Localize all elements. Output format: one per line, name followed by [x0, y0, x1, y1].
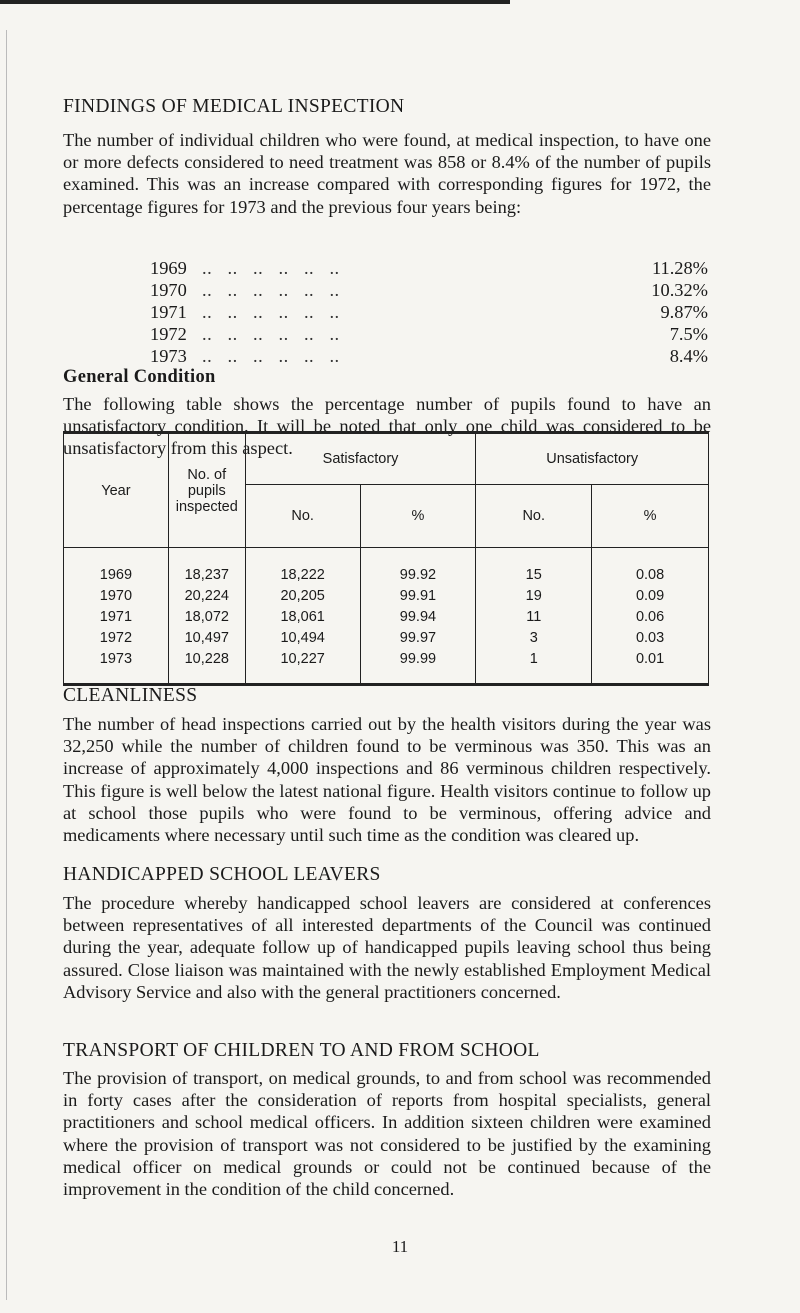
leader-dots: .. .. .. .. .. .. [202, 302, 340, 322]
rate-value: 9.87% [660, 302, 708, 322]
table-row [64, 606, 709, 627]
yearly-rates-list [150, 258, 710, 368]
cell-uns-no: 1 [476, 648, 592, 685]
leader-dots: .. .. .. .. .. .. [202, 346, 340, 366]
transport-paragraph: The provision of transport, on medical grounds, to and from school was recommended in forty cases after the consideration of reports from hospital specialists, general practitioners and school medical officers. In addition sixteen children were examined where the provision of transport was not considered to be justified by the examining medical officer on medical grounds or could not be continued because of the improvement in the condition of the child concerned. [63, 1068, 711, 1200]
satisfactory-no-header: No. [245, 485, 360, 548]
cell-pupils: 10,228 [168, 648, 245, 685]
cleanliness-heading: CLEANLINESS [63, 685, 198, 706]
condition-table [63, 431, 709, 686]
cell-sat-pct: 99.97 [360, 627, 476, 648]
cell-sat-no: 18,222 [245, 548, 360, 586]
cell-uns-no: 19 [476, 585, 592, 606]
pupils-inspected-header: No. of pupils inspected [168, 433, 245, 548]
leader-dots: .. .. .. .. .. .. [202, 324, 340, 344]
scan-edge-top [0, 0, 510, 4]
cell-sat-no: 20,205 [245, 585, 360, 606]
cell-uns-pct: 0.09 [592, 585, 709, 606]
cell-uns-no: 3 [476, 627, 592, 648]
cell-year: 1969 [64, 548, 169, 586]
rate-year: 1969 [150, 258, 187, 278]
cell-pupils: 18,072 [168, 606, 245, 627]
rate-value: 8.4% [669, 346, 708, 366]
cell-sat-no: 10,494 [245, 627, 360, 648]
cell-sat-pct: 99.92 [360, 548, 476, 586]
unsatisfactory-pct-header: % [592, 485, 709, 548]
transport-heading: TRANSPORT OF CHILDREN TO AND FROM SCHOOL [63, 1040, 540, 1061]
cell-uns-pct: 0.01 [592, 648, 709, 685]
cell-sat-pct: 99.94 [360, 606, 476, 627]
table-row [64, 648, 709, 685]
cell-pupils: 20,224 [168, 585, 245, 606]
leader-dots: .. .. .. .. .. .. [202, 258, 340, 278]
general-condition-paragraph: The following table shows the percentage number of pupils found to have an unsatisfactory condition. It will be noted that only one child was considered to be unsatisfactory from this aspect. [63, 394, 711, 459]
handicapped-heading: HANDICAPPED SCHOOL LEAVERS [63, 864, 381, 885]
unsatisfactory-no-header: No. [476, 485, 592, 548]
unsatisfactory-header: Unsatisfactory [476, 433, 709, 485]
cell-uns-no: 15 [476, 548, 592, 586]
rate-row [150, 280, 710, 302]
cell-uns-pct: 0.03 [592, 627, 709, 648]
cell-sat-pct: 99.91 [360, 585, 476, 606]
rate-row [150, 324, 710, 346]
rate-value: 7.5% [669, 324, 708, 344]
rate-row [150, 346, 710, 368]
condition-table-wrapper [63, 431, 709, 676]
rate-row [150, 258, 710, 280]
cell-uns-pct: 0.08 [592, 548, 709, 586]
handicapped-paragraph: The procedure whereby handicapped school leavers are considered at conferences between representatives of all interested departments of the Council was continued during the year, adequate follow up of handicapped pupils leaving school thus being assured. Close liaison was maintained with the newly established Employment Medical Advisory Service and also with the general practitioners concerned. [63, 893, 711, 1002]
rate-year: 1972 [150, 324, 187, 344]
page-number: 11 [391, 1237, 409, 1256]
cell-uns-pct: 0.06 [592, 606, 709, 627]
rate-value: 11.28% [651, 258, 708, 278]
rate-row [150, 302, 710, 324]
cell-sat-no: 18,061 [245, 606, 360, 627]
cell-uns-no: 11 [476, 606, 592, 627]
findings-paragraph: The number of individual children who were found, at medical inspection, to have one or more defects considered to need treatment was 858 or 8.4% of the number of pupils examined. This was an increase compared with corresponding figures for 1972, the percentage figures for 1973 and the previous four years being: [63, 130, 711, 217]
table-row [64, 627, 709, 648]
cell-sat-no: 10,227 [245, 648, 360, 685]
rate-year: 1970 [150, 280, 187, 300]
cell-pupils: 18,237 [168, 548, 245, 586]
table-row [64, 585, 709, 606]
cell-year: 1971 [64, 606, 169, 627]
table-row [64, 548, 709, 586]
satisfactory-pct-header: % [360, 485, 476, 548]
cell-pupils: 10,497 [168, 627, 245, 648]
leader-dots: .. .. .. .. .. .. [202, 280, 340, 300]
cleanliness-paragraph: The number of head inspections carried out by the health visitors during the year was 32,250 while the number of children found to be verminous was 350. This was an increase of approximately 4,000 inspections and 86 verminous children respectively. This figure is well below the latest national figure. Health visitors continue to follow up at school those pupils who were found to be verminous, offering advice and medicaments where necessary until such time as the condition was cleared up. [63, 714, 711, 846]
general-condition-heading: General Condition [63, 367, 216, 387]
year-header: Year [64, 433, 169, 548]
scan-edge-left [6, 30, 7, 1300]
cell-sat-pct: 99.99 [360, 648, 476, 685]
rate-value: 10.32% [651, 280, 708, 300]
cell-year: 1973 [64, 648, 169, 685]
rate-year: 1973 [150, 346, 187, 366]
cell-year: 1972 [64, 627, 169, 648]
rate-year: 1971 [150, 302, 187, 322]
findings-heading: FINDINGS OF MEDICAL INSPECTION [63, 96, 405, 117]
cell-year: 1970 [64, 585, 169, 606]
satisfactory-header: Satisfactory [245, 433, 476, 485]
